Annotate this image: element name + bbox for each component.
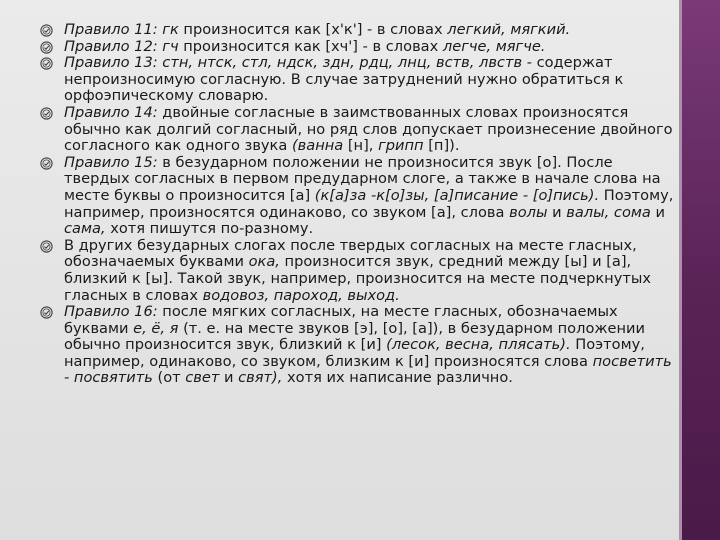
circle-check-bullet-icon <box>40 107 53 120</box>
item-text-segment: (от <box>152 369 186 387</box>
list-item <box>40 22 674 39</box>
item-text-segment: Правило 12: <box>64 37 163 55</box>
item-text-segment: и <box>547 203 567 221</box>
circle-check-bullet-icon <box>40 306 53 319</box>
circle-check-bullet-icon <box>40 240 53 253</box>
item-text-segment: (ванна <box>291 137 344 155</box>
item-text-segment: В других безударных слогах после твердых согласных на месте гласных, обозначаемых буквами <box>64 236 637 271</box>
item-text-segment: стн, нтск, стл, ндск, здн, рдц, лнц, вств, лвств <box>162 54 523 72</box>
item-text-segment: Поэтому, например, одинаково, со звуком, близким к [и] произносятся слова <box>64 336 645 370</box>
item-text-segment: в безударном положении не произносится звук [о]. После твердых согласных в первом предударном слоге, а также в начале слова на месте буквы о произносится [а] <box>64 153 661 204</box>
item-text-segment: легче, мягче. <box>442 37 546 55</box>
item-text-segment: волы <box>509 203 548 221</box>
item-text-segment: (к[а]за -к[о]зы, [а]писание - [о]пись). <box>314 186 600 204</box>
item-text-segment: хотя их написание различно. <box>282 369 513 387</box>
list-item <box>40 304 674 387</box>
item-text-segment: - содержат непроизносимую согласную. В случае затруднений нужно обратиться к орфоэпическому словарю. <box>64 54 624 105</box>
item-text-segment: легкий, мягкий. <box>447 21 571 38</box>
item-text-segment: грипп <box>378 137 424 155</box>
list-item <box>40 55 674 105</box>
item-text-segment: произносится как [хч'] - в словах <box>178 37 443 55</box>
item-text-segment: водовоз, пароход, выход. <box>202 286 400 304</box>
item-text-segment: и <box>650 203 665 221</box>
item-text-segment: е, ё, я <box>133 319 179 337</box>
list-item <box>40 39 674 56</box>
item-text-segment: гч <box>162 37 179 55</box>
list-item <box>40 238 674 304</box>
item-text-segment: после мягких согласных, на месте гласных, обозначаемых буквами <box>64 303 618 337</box>
item-text-segment: и <box>219 369 239 387</box>
circle-check-bullet-icon <box>40 24 53 37</box>
item-text-segment: Правило 11: <box>64 21 163 38</box>
list-item <box>40 105 674 155</box>
item-text-segment: Правило 16: <box>64 303 163 321</box>
item-text-segment: ока, <box>248 253 280 271</box>
item-text-segment: двойные согласные в заимствованных словах произносятся обычно как долгий согласный, но ряд слов допускает произнесение двойного согласного как одного звука <box>64 103 673 155</box>
item-text-segment: произносится как [х'к'] - в словах <box>178 21 448 38</box>
item-text-segment: Правило 14: <box>64 103 163 121</box>
item-text-segment: Поэтому, например, произносятся одинаково, со звуком [а], слова <box>64 186 674 221</box>
circle-check-bullet-icon <box>40 41 53 54</box>
item-text-segment: свят), <box>238 369 283 387</box>
item-text-segment: сама, <box>64 220 106 238</box>
circle-check-bullet-icon <box>40 157 53 170</box>
item-text-segment: (лесок, весна, плясать). <box>386 336 571 354</box>
list-item <box>40 155 674 238</box>
item-text-segment: (т. е. на месте звуков [э], [о], [а]), в безударном положении обычно произносится звук, близкий к [и] <box>64 319 646 354</box>
item-text-segment: Правило 13: <box>64 54 163 72</box>
item-text-segment: [п]). <box>423 137 460 155</box>
item-text-segment: свет <box>185 369 220 387</box>
item-text-segment: [н], <box>343 137 379 155</box>
item-text-segment: хотя пишутся по-разному. <box>105 220 314 238</box>
purple-side-bar <box>682 0 720 540</box>
item-text-segment: Правило 15: <box>64 153 163 171</box>
item-text-segment: гк <box>162 21 179 38</box>
item-text-segment: валы, сома <box>566 203 651 221</box>
item-text-segment: произносится звук, средний между [ы] и [а], близкий к [ы]. Такой звук, например, произносится на месте подчеркнутых гласных в словах <box>64 253 651 304</box>
item-text-segment: посветить - посвятить <box>64 352 672 387</box>
bulleted-list <box>40 22 674 387</box>
circle-check-bullet-icon <box>40 57 53 70</box>
